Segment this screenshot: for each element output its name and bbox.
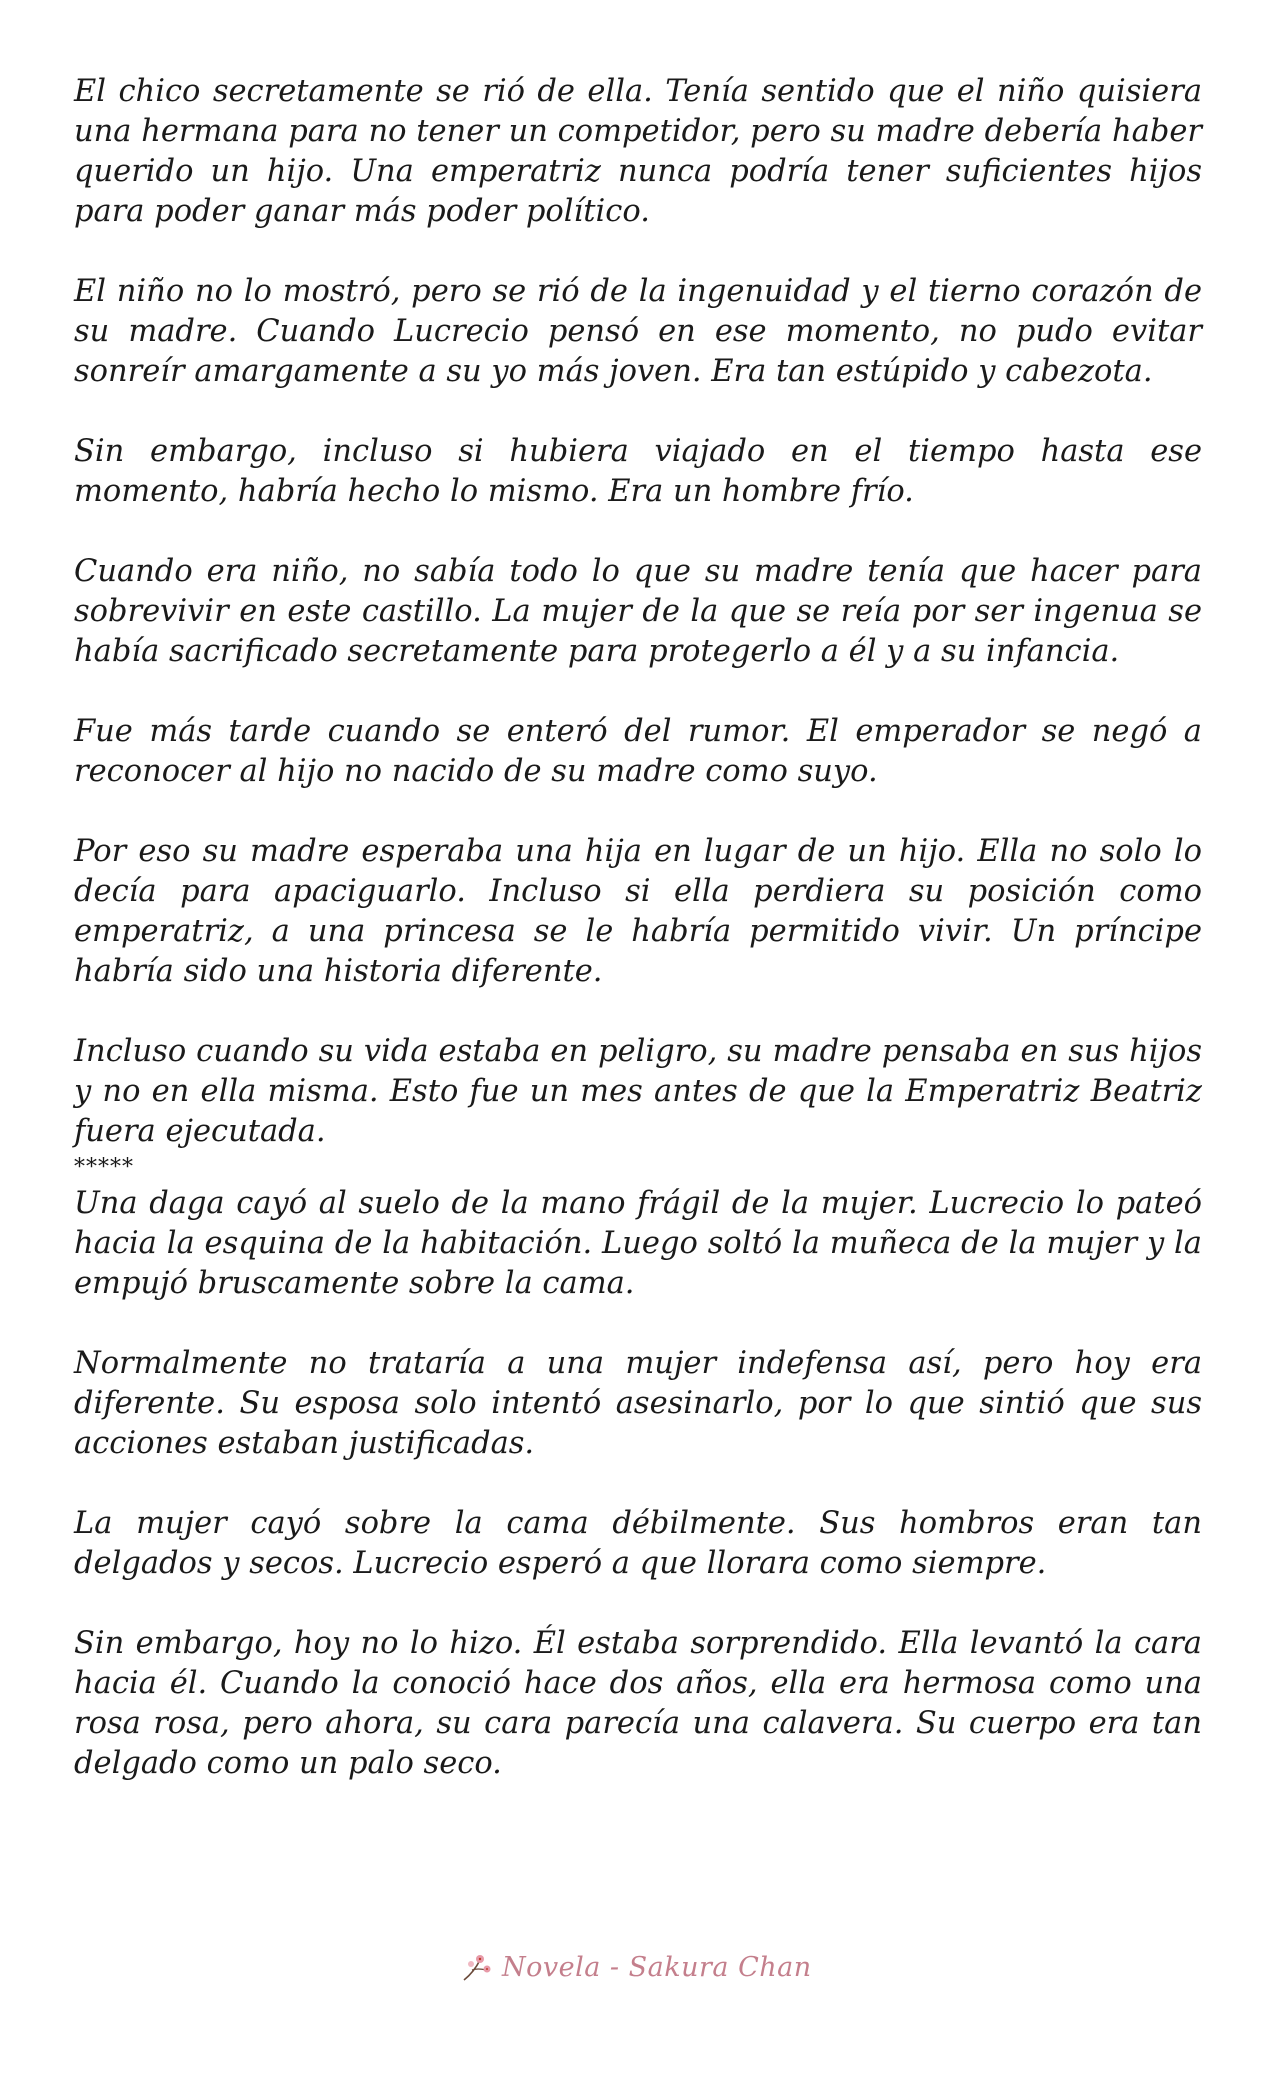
sakura-blossom-icon — [460, 1950, 494, 1984]
paragraph-9: Normalmente no trataría a una mujer indefensa así, pero hoy era diferente. Su esposa solo intentó asesinarlo, por lo que sintió que sus acciones estaban justificadas. — [74, 1346, 1202, 1461]
paragraph-2: El niño no lo mostró, pero se rió de la ingenuidad y el tierno corazón de su madre. Cuando Lucrecio pensó en ese momento, no pudo evitar sonreír amargamente a su yo más joven. Era tan estúpido y cabezota. — [74, 274, 1202, 389]
paragraph-7: Incluso cuando su vida estaba en peligro, su madre pensaba en sus hijos y no en ella misma. Esto fue un mes antes de que la Emperatriz Beatriz fuera ejecutada. — [74, 1034, 1202, 1149]
paragraph-11: Sin embargo, hoy no lo hizo. Él estaba sorprendido. Ella levantó la cara hacia él. Cuando la conoció hace dos años, ella era hermosa como una rosa rosa, pero ahora, su cara parecía una calavera. Su cuerpo era tan delgado como un palo seco. — [74, 1626, 1202, 1781]
paragraph-4: Cuando era niño, no sabía todo lo que su madre tenía que hacer para sobrevivir en este castillo. La mujer de la que se reía por ser ingenua se había sacrificado secretamente para protegerlo a él y a su infancia. — [74, 554, 1202, 669]
paragraph-10: La mujer cayó sobre la cama débilmente. Sus hombros eran tan delgados y secos. Lucrecio esperó a que llorara como siempre. — [74, 1506, 1202, 1581]
watermark-text: Novela - Sakura Chan — [502, 1951, 812, 1983]
scene-separator: ***** — [74, 1155, 134, 1180]
paragraph-6: Por eso su madre esperaba una hija en lugar de un hijo. Ella no solo lo decía para apaciguarlo. Incluso si ella perdiera su posición como emperatriz, a una princesa se le habría permitido vivir. Un príncipe habría sido una historia diferente. — [74, 834, 1202, 989]
document-body — [74, 72, 1202, 1824]
paragraph-3: Sin embargo, incluso si hubiera viajado en el tiempo hasta ese momento, habría hecho lo mismo. Era un hombre frío. — [74, 434, 1202, 509]
paragraph-5: Fue más tarde cuando se enteró del rumor. El emperador se negó a reconocer al hijo no nacido de su madre como suyo. — [74, 714, 1202, 789]
paragraph-1: El chico secretamente se rió de ella. Tenía sentido que el niño quisiera una hermana para no tener un competidor, pero su madre debería haber querido un hijo. Una emperatriz nunca podría tener suficientes hijos para poder ganar más poder político. — [74, 74, 1202, 229]
watermark-footer — [460, 1950, 812, 1984]
paragraph-8: Una daga cayó al suelo de la mano frágil de la mujer. Lucrecio lo pateó hacia la esquina de la habitación. Luego soltó la muñeca de la mujer y la empujó bruscamente sobre la cama. — [74, 1186, 1202, 1301]
